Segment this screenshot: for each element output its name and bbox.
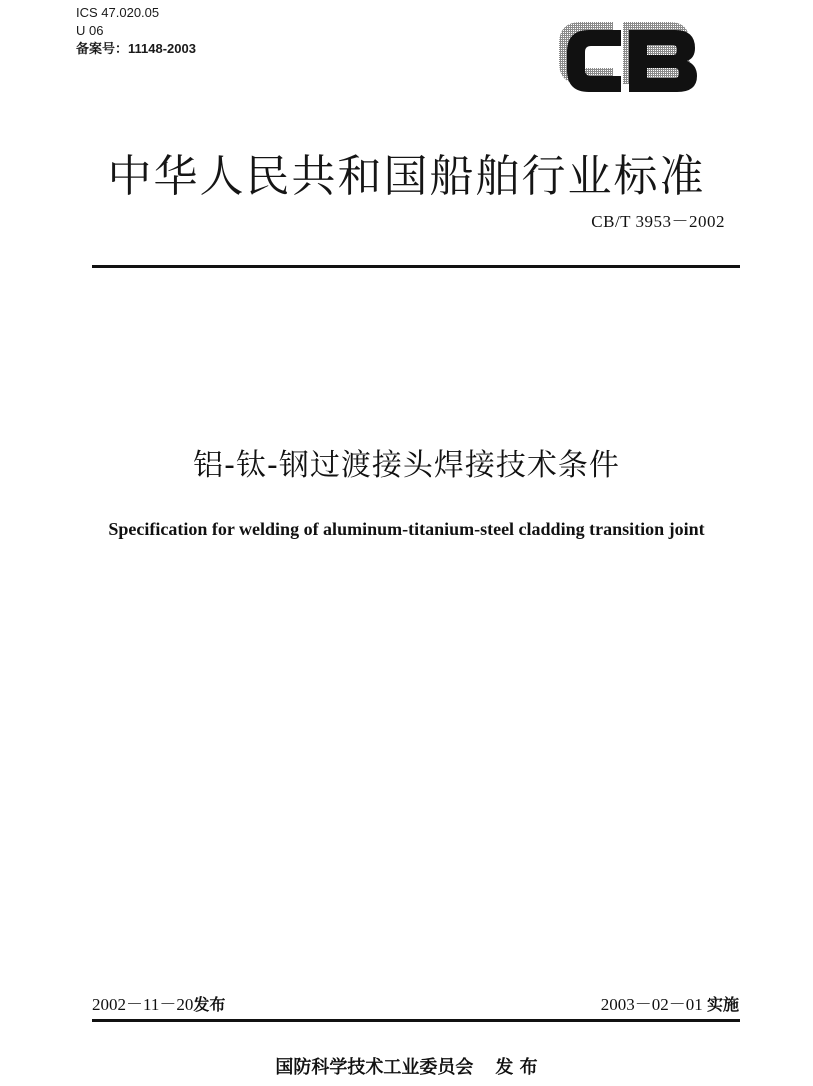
top-divider: [92, 265, 740, 268]
standard-number: CB/T 3953－2002: [591, 212, 725, 231]
issue-label: 发布: [193, 995, 226, 1014]
ics-code: ICS 47.020.05: [76, 5, 160, 20]
issue-date-block: [92, 990, 225, 1015]
cb-logo-icon: [555, 14, 700, 96]
record-number: 备案号：11148-2003: [76, 41, 196, 56]
issuer-action: 发 布: [495, 1057, 538, 1078]
standard-title: 中华人民共和国船舶行业标准: [107, 151, 706, 202]
issuer-name: 国防科学技术工业委员会: [275, 1057, 474, 1078]
document-title-cn: 铝-钛-钢过渡接头焊接技术条件: [193, 448, 620, 483]
bottom-divider: [92, 1019, 740, 1022]
category-code: U 06: [76, 23, 104, 38]
issue-date: 2002－11－20: [92, 995, 194, 1014]
implement-label: 实施: [706, 995, 739, 1014]
issuer-block: [0, 1053, 813, 1079]
implement-date-block: [601, 990, 739, 1015]
implement-date: 2003－02－01: [600, 995, 703, 1014]
document-title-en: Specification for welding of aluminum-titanium-steel cladding transition joint: [108, 519, 705, 539]
